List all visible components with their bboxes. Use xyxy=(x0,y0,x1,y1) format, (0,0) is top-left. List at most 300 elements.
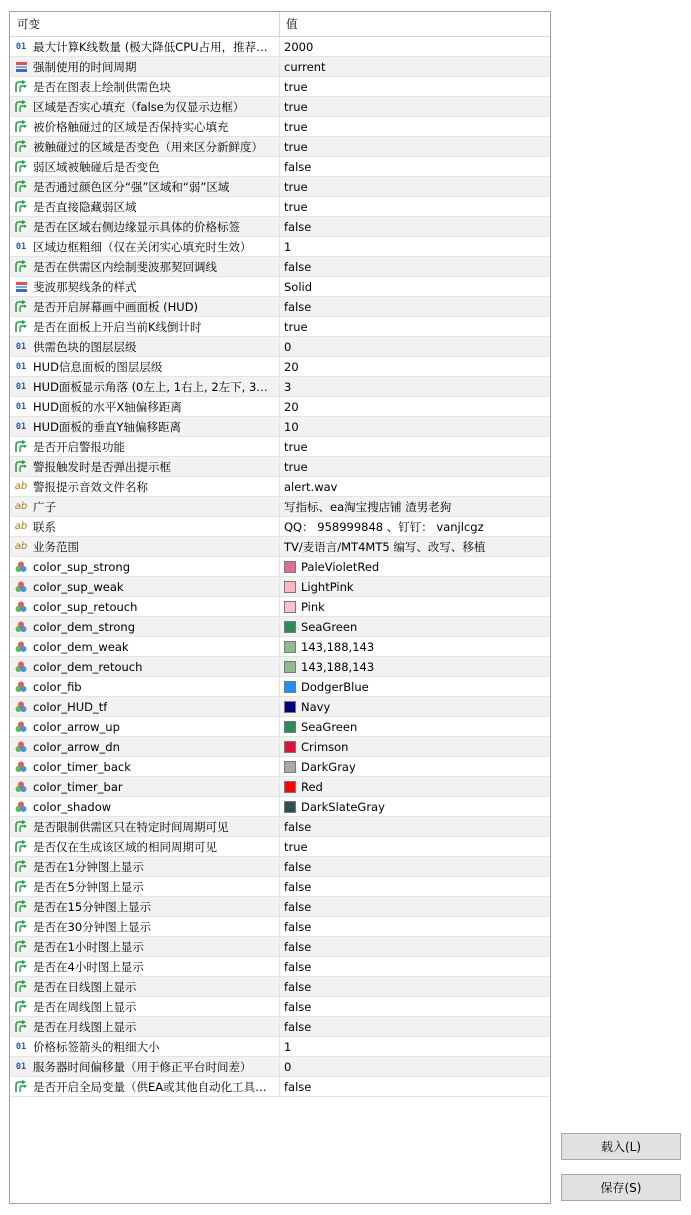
row-value: PaleVioletRed xyxy=(301,559,380,574)
color-swatch xyxy=(284,741,296,753)
row-value: 143,188,143 xyxy=(301,659,375,674)
string-icon: ab xyxy=(14,541,28,552)
row-name-cell xyxy=(10,857,280,876)
row-name-cell xyxy=(10,277,280,296)
string-icon: ab xyxy=(14,481,28,492)
integer-icon: 01 xyxy=(15,361,27,372)
enum-icon xyxy=(14,60,28,74)
inputs-table xyxy=(9,11,551,1204)
row-value-cell[interactable] xyxy=(280,797,550,816)
table-row[interactable] xyxy=(10,797,550,817)
row-name-cell xyxy=(10,877,280,896)
row-value-cell[interactable] xyxy=(280,97,550,116)
row-label: 业务范围 xyxy=(33,539,79,554)
row-value: Pink xyxy=(301,599,325,614)
row-label: 强制使用的时间周期 xyxy=(33,59,137,74)
table-header xyxy=(10,12,550,37)
save-button[interactable]: 保存(S) xyxy=(561,1174,681,1201)
row-value-cell[interactable] xyxy=(280,957,550,976)
boolean-icon xyxy=(14,820,28,834)
row-value-cell[interactable] xyxy=(280,477,550,496)
row-value-cell[interactable] xyxy=(280,917,550,936)
row-label: 警报提示音效文件名称 xyxy=(33,479,148,494)
table-row[interactable] xyxy=(10,677,550,697)
color-icon xyxy=(14,640,28,654)
color-swatch xyxy=(284,801,296,813)
row-value: false xyxy=(284,159,312,174)
boolean-icon xyxy=(14,300,28,314)
row-value-cell[interactable] xyxy=(280,1037,550,1056)
table-row[interactable] xyxy=(10,1077,550,1097)
row-value-cell[interactable] xyxy=(280,737,550,756)
table-row[interactable] xyxy=(10,157,550,177)
row-label: 是否开启屏幕画中画面板 (HUD) xyxy=(33,299,199,314)
row-label: color_timer_bar xyxy=(33,779,123,794)
row-value-cell[interactable] xyxy=(280,497,550,516)
row-label: 警报触发时是否弹出提示框 xyxy=(33,459,171,474)
row-value-cell[interactable] xyxy=(280,997,550,1016)
row-value-cell[interactable] xyxy=(280,357,550,376)
table-row[interactable] xyxy=(10,937,550,957)
row-label: 价格标签箭头的粗细大小 xyxy=(33,1039,160,1054)
row-name-cell xyxy=(10,957,280,976)
row-value-cell[interactable] xyxy=(280,817,550,836)
row-value-cell[interactable] xyxy=(280,197,550,216)
table-row[interactable] xyxy=(10,77,550,97)
row-value: false xyxy=(284,919,312,934)
row-name-cell xyxy=(10,1037,280,1056)
row-label: 是否在日线图上显示 xyxy=(33,979,137,994)
row-name-cell xyxy=(10,357,280,376)
table-row[interactable] xyxy=(10,657,550,677)
row-value-cell[interactable] xyxy=(280,117,550,136)
table-row[interactable] xyxy=(10,277,550,297)
row-name-cell xyxy=(10,137,280,156)
string-icon: ab xyxy=(14,521,28,532)
table-row[interactable] xyxy=(10,1037,550,1057)
row-value: 2000 xyxy=(284,39,314,54)
row-value: 143,188,143 xyxy=(301,639,375,654)
row-value: false xyxy=(284,1019,312,1034)
table-row[interactable] xyxy=(10,457,550,477)
row-name-cell xyxy=(10,457,280,476)
table-row[interactable] xyxy=(10,957,550,977)
row-label: color_shadow xyxy=(33,799,112,814)
row-value-cell[interactable] xyxy=(280,37,550,56)
row-label: color_dem_retouch xyxy=(33,659,143,674)
row-value-cell[interactable] xyxy=(280,457,550,476)
row-name-cell xyxy=(10,997,280,1016)
row-name-cell xyxy=(10,1077,280,1096)
row-value: Crimson xyxy=(301,739,349,754)
row-label: color_dem_strong xyxy=(33,619,135,634)
row-value: true xyxy=(284,99,308,114)
row-name-cell xyxy=(10,497,280,516)
table-row[interactable] xyxy=(10,357,550,377)
row-value: true xyxy=(284,439,308,454)
row-label: 是否开启警报功能 xyxy=(33,439,125,454)
table-row[interactable] xyxy=(10,1057,550,1077)
table-row[interactable] xyxy=(10,397,550,417)
row-label: 被触碰过的区域是否变色（用来区分新鲜度） xyxy=(33,139,263,154)
row-value: false xyxy=(284,819,312,834)
boolean-icon xyxy=(14,1000,28,1014)
table-row[interactable] xyxy=(10,977,550,997)
row-label: 广子 xyxy=(33,499,56,514)
row-label: 是否开启全局变量（供EA或其他自动化工具… xyxy=(33,1079,267,1094)
row-value-cell[interactable] xyxy=(280,1077,550,1096)
boolean-icon xyxy=(14,220,28,234)
row-value-cell[interactable] xyxy=(280,237,550,256)
table-row[interactable] xyxy=(10,217,550,237)
row-label: 是否在15分钟图上显示 xyxy=(33,899,152,914)
row-value-cell[interactable] xyxy=(280,557,550,576)
table-row[interactable] xyxy=(10,417,550,437)
row-name-cell xyxy=(10,777,280,796)
row-name-cell xyxy=(10,657,280,676)
row-value-cell[interactable] xyxy=(280,1017,550,1036)
row-value-cell[interactable] xyxy=(280,777,550,796)
row-label: 是否在5分钟图上显示 xyxy=(33,879,144,894)
color-icon xyxy=(14,720,28,734)
row-label: HUD信息面板的图层层级 xyxy=(33,359,163,374)
row-name-cell xyxy=(10,517,280,536)
integer-icon: 01 xyxy=(15,1041,27,1052)
row-label: 是否在1小时图上显示 xyxy=(33,939,144,954)
row-label: color_timer_back xyxy=(33,759,131,774)
row-value-cell[interactable] xyxy=(280,377,550,396)
table-row[interactable] xyxy=(10,717,550,737)
row-value: current xyxy=(284,59,326,74)
row-name-cell xyxy=(10,617,280,636)
table-row[interactable] xyxy=(10,737,550,757)
boolean-icon xyxy=(14,80,28,94)
row-name-cell xyxy=(10,977,280,996)
row-value-cell[interactable] xyxy=(280,517,550,536)
color-icon xyxy=(14,740,28,754)
boolean-icon xyxy=(14,180,28,194)
table-row[interactable] xyxy=(10,117,550,137)
row-value-cell[interactable] xyxy=(280,437,550,456)
table-row[interactable] xyxy=(10,837,550,857)
table-row[interactable] xyxy=(10,817,550,837)
column-header-value[interactable]: 值 xyxy=(286,17,298,31)
row-label: 是否在1分钟图上显示 xyxy=(33,859,144,874)
table-row[interactable] xyxy=(10,697,550,717)
row-value: false xyxy=(284,959,312,974)
row-name-cell xyxy=(10,597,280,616)
row-value: true xyxy=(284,119,308,134)
row-value-cell[interactable] xyxy=(280,837,550,856)
row-name-cell xyxy=(10,157,280,176)
row-name-cell xyxy=(10,677,280,696)
row-name-cell xyxy=(10,917,280,936)
row-value: Red xyxy=(301,779,323,794)
row-label: color_sup_retouch xyxy=(33,599,138,614)
row-name-cell xyxy=(10,117,280,136)
row-value: 20 xyxy=(284,359,299,374)
row-label: 是否在供需区内绘制斐波那契回调线 xyxy=(33,259,217,274)
row-value-cell[interactable] xyxy=(280,857,550,876)
row-value: true xyxy=(284,199,308,214)
table-row[interactable] xyxy=(10,137,550,157)
row-value: SeaGreen xyxy=(301,619,358,634)
row-label: color_sup_strong xyxy=(33,559,130,574)
row-label: color_dem_weak xyxy=(33,639,129,654)
row-value-cell[interactable] xyxy=(280,77,550,96)
color-icon xyxy=(14,620,28,634)
boolean-icon xyxy=(14,140,28,154)
integer-icon: 01 xyxy=(15,381,27,392)
boolean-icon xyxy=(14,960,28,974)
row-label: 是否限制供需区只在特定时间周期可见 xyxy=(33,819,229,834)
table-row[interactable] xyxy=(10,297,550,317)
row-value-cell[interactable] xyxy=(280,417,550,436)
boolean-icon xyxy=(14,260,28,274)
row-name-cell xyxy=(10,897,280,916)
row-value-cell[interactable] xyxy=(280,977,550,996)
table-row[interactable] xyxy=(10,317,550,337)
table-row[interactable] xyxy=(10,577,550,597)
row-value-cell[interactable] xyxy=(280,577,550,596)
row-label: color_sup_weak xyxy=(33,579,124,594)
row-value-cell[interactable] xyxy=(280,257,550,276)
boolean-icon xyxy=(14,460,28,474)
row-name-cell xyxy=(10,717,280,736)
color-swatch xyxy=(284,781,296,793)
table-row[interactable] xyxy=(10,897,550,917)
row-name-cell xyxy=(10,837,280,856)
boolean-icon xyxy=(14,160,28,174)
row-label: color_fib xyxy=(33,679,82,694)
row-value-cell[interactable] xyxy=(280,277,550,296)
color-icon xyxy=(14,580,28,594)
row-name-cell xyxy=(10,577,280,596)
row-label: 供需色块的图层层级 xyxy=(33,339,137,354)
color-swatch xyxy=(284,681,296,693)
boolean-icon xyxy=(14,440,28,454)
load-button[interactable]: 载入(L) xyxy=(561,1133,681,1160)
table-row[interactable] xyxy=(10,97,550,117)
row-name-cell xyxy=(10,737,280,756)
row-label: 是否仅在生成该区域的相同周期可见 xyxy=(33,839,217,854)
row-label: HUD面板的水平X轴偏移距离 xyxy=(33,399,182,414)
column-header-variable[interactable]: 可变 xyxy=(10,12,280,36)
row-value: true xyxy=(284,839,308,854)
boolean-icon xyxy=(14,880,28,894)
row-value-cell[interactable] xyxy=(280,337,550,356)
row-label: 斐波那契线条的样式 xyxy=(33,279,137,294)
table-row[interactable] xyxy=(10,757,550,777)
row-label: 被价格触碰过的区域是否保持实心填充 xyxy=(33,119,229,134)
row-name-cell xyxy=(10,217,280,236)
row-value-cell[interactable] xyxy=(280,1057,550,1076)
row-label: 是否在30分钟图上显示 xyxy=(33,919,152,934)
table-row[interactable] xyxy=(10,337,550,357)
table-row[interactable] xyxy=(10,597,550,617)
row-name-cell xyxy=(10,477,280,496)
row-value: false xyxy=(284,1079,312,1094)
row-value: 写指标、ea淘宝搜店铺 渣男老狗 xyxy=(284,499,452,514)
row-value: SeaGreen xyxy=(301,719,358,734)
table-row[interactable] xyxy=(10,377,550,397)
color-icon xyxy=(14,800,28,814)
row-value: false xyxy=(284,899,312,914)
row-name-cell xyxy=(10,537,280,556)
table-row[interactable] xyxy=(10,637,550,657)
row-value: false xyxy=(284,299,312,314)
row-value-cell[interactable] xyxy=(280,677,550,696)
row-value-cell[interactable] xyxy=(280,217,550,236)
row-label: color_arrow_dn xyxy=(33,739,120,754)
color-icon xyxy=(14,680,28,694)
boolean-icon xyxy=(14,920,28,934)
table-row[interactable] xyxy=(10,857,550,877)
row-value: false xyxy=(284,879,312,894)
color-swatch xyxy=(284,621,296,633)
row-name-cell xyxy=(10,437,280,456)
row-value: Solid xyxy=(284,279,313,294)
color-swatch xyxy=(284,601,296,613)
row-name-cell xyxy=(10,937,280,956)
boolean-icon xyxy=(14,120,28,134)
boolean-icon xyxy=(14,1020,28,1034)
row-label: color_arrow_up xyxy=(33,719,120,734)
row-value-cell[interactable] xyxy=(280,877,550,896)
row-name-cell xyxy=(10,757,280,776)
row-label: 是否通过颜色区分“强”区域和“弱”区域 xyxy=(33,179,230,194)
row-value-cell[interactable] xyxy=(280,157,550,176)
row-value: 10 xyxy=(284,419,299,434)
row-label: 是否在图表上绘制供需色块 xyxy=(33,79,171,94)
row-value-cell[interactable] xyxy=(280,57,550,76)
table-row[interactable] xyxy=(10,617,550,637)
integer-icon: 01 xyxy=(15,401,27,412)
row-name-cell xyxy=(10,337,280,356)
row-value-cell[interactable] xyxy=(280,757,550,776)
row-value: 0 xyxy=(284,1059,292,1074)
table-row[interactable] xyxy=(10,57,550,77)
row-value: DarkGray xyxy=(301,759,356,774)
boolean-icon xyxy=(14,100,28,114)
row-label: 是否在4小时图上显示 xyxy=(33,959,144,974)
table-row[interactable] xyxy=(10,477,550,497)
row-value: true xyxy=(284,139,308,154)
row-value-cell[interactable] xyxy=(280,597,550,616)
table-row[interactable] xyxy=(10,517,550,537)
color-swatch xyxy=(284,641,296,653)
row-value: DarkSlateGray xyxy=(301,799,385,814)
row-value-cell[interactable] xyxy=(280,657,550,676)
boolean-icon xyxy=(14,320,28,334)
row-name-cell xyxy=(10,637,280,656)
row-value-cell[interactable] xyxy=(280,717,550,736)
boolean-icon xyxy=(14,860,28,874)
integer-icon: 01 xyxy=(15,41,27,52)
row-value-cell[interactable] xyxy=(280,537,550,556)
table-row[interactable] xyxy=(10,777,550,797)
row-label: 弱区域被触碰后是否变色 xyxy=(33,159,160,174)
row-value-cell[interactable] xyxy=(280,137,550,156)
table-row[interactable] xyxy=(10,877,550,897)
row-name-cell xyxy=(10,1057,280,1076)
row-value-cell[interactable] xyxy=(280,617,550,636)
table-row[interactable] xyxy=(10,37,550,57)
row-label: 最大计算K线数量 (极大降低CPU占用，推荐… xyxy=(33,39,268,54)
color-icon xyxy=(14,700,28,714)
row-value-cell[interactable] xyxy=(280,317,550,336)
row-label: 是否在周线图上显示 xyxy=(33,999,137,1014)
row-name-cell xyxy=(10,697,280,716)
row-value: true xyxy=(284,319,308,334)
row-value: false xyxy=(284,259,312,274)
boolean-icon xyxy=(14,940,28,954)
table-row[interactable] xyxy=(10,437,550,457)
color-icon xyxy=(14,600,28,614)
row-name-cell xyxy=(10,237,280,256)
table-row[interactable] xyxy=(10,537,550,557)
color-swatch xyxy=(284,721,296,733)
table-row[interactable] xyxy=(10,197,550,217)
table-row[interactable] xyxy=(10,997,550,1017)
row-value: true xyxy=(284,459,308,474)
table-row[interactable] xyxy=(10,177,550,197)
row-value-cell[interactable] xyxy=(280,637,550,656)
table-row[interactable] xyxy=(10,237,550,257)
row-label: HUD面板的垂直Y轴偏移距离 xyxy=(33,419,181,434)
row-label: 是否在面板上开启当前K线倒计时 xyxy=(33,319,202,334)
row-value-cell[interactable] xyxy=(280,697,550,716)
enum-icon xyxy=(14,280,28,294)
row-name-cell xyxy=(10,57,280,76)
color-icon xyxy=(14,560,28,574)
row-value: TV/麦语言/MT4MT5 编写、改写、移植 xyxy=(284,539,486,554)
row-value: true xyxy=(284,179,308,194)
row-value-cell[interactable] xyxy=(280,937,550,956)
row-label: 是否直接隐藏弱区域 xyxy=(33,199,137,214)
row-name-cell xyxy=(10,377,280,396)
table-row[interactable] xyxy=(10,557,550,577)
row-value: false xyxy=(284,219,312,234)
row-value: 1 xyxy=(284,1039,292,1054)
row-value-cell[interactable] xyxy=(280,177,550,196)
color-icon xyxy=(14,760,28,774)
row-label: 是否在月线图上显示 xyxy=(33,1019,137,1034)
color-icon xyxy=(14,780,28,794)
row-value: false xyxy=(284,979,312,994)
row-value: 0 xyxy=(284,339,292,354)
row-name-cell xyxy=(10,397,280,416)
table-row[interactable] xyxy=(10,1017,550,1037)
row-value-cell[interactable] xyxy=(280,897,550,916)
row-value: Navy xyxy=(301,699,331,714)
table-body xyxy=(10,37,550,1097)
row-value: false xyxy=(284,939,312,954)
row-name-cell xyxy=(10,317,280,336)
row-value: false xyxy=(284,999,312,1014)
row-value-cell[interactable] xyxy=(280,297,550,316)
table-row[interactable] xyxy=(10,497,550,517)
color-icon xyxy=(14,660,28,674)
table-row[interactable] xyxy=(10,917,550,937)
row-value: 20 xyxy=(284,399,299,414)
row-label: 联系 xyxy=(33,519,56,534)
row-name-cell xyxy=(10,557,280,576)
row-value-cell[interactable] xyxy=(280,397,550,416)
color-swatch xyxy=(284,701,296,713)
table-row[interactable] xyxy=(10,257,550,277)
row-name-cell xyxy=(10,297,280,316)
